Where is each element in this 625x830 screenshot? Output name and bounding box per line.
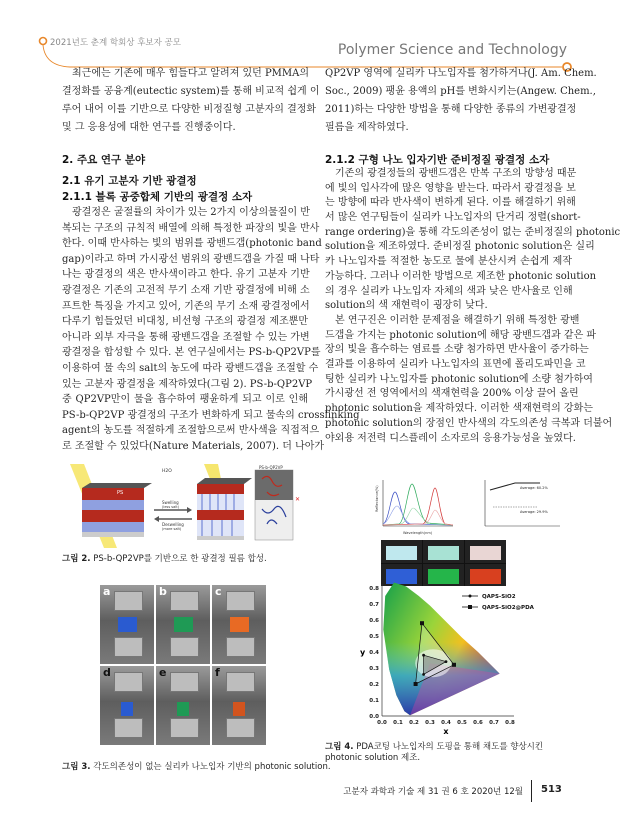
text-line: 결정화를 공융계(eutectic system)를 통해 비교적 쉽게 이 [62, 86, 320, 97]
h2o-label: H2O [162, 469, 172, 474]
panel-letter: b [159, 585, 167, 598]
vial-solution [428, 569, 459, 584]
figure-4-text: PDA코팅 나노입자의 도핑을 통해 채도를 향상시킨 photonic solution 제조. [325, 742, 544, 763]
x-tick-label: 0.7 [489, 720, 499, 726]
x-tick-label: 0.2 [409, 720, 419, 726]
text-line: 나는 광결정의 색은 반사색이라고 한다. 유기 고분자 기반 [62, 269, 310, 281]
text-line: QP2VP 영역에 실리카 나노입자를 첨가하거나(J. Am. Chem. [325, 68, 597, 79]
cie-chromaticity-chart [330, 588, 570, 738]
deswelling-label: Deswelling [162, 522, 184, 527]
binder-clip [226, 672, 255, 691]
legend-marker [469, 595, 472, 598]
right-body-1 [325, 167, 621, 314]
figure-2-schematic [62, 464, 308, 548]
binder-clip [114, 672, 143, 691]
figure-2-caption [62, 552, 267, 564]
vial-photo [423, 540, 464, 563]
section-heading-2-1-1: 2.1.1 블록 공중합체 기반의 광결정 소자 [62, 191, 253, 203]
text-line: 있는 고분자 광결정을 제작하였다(그림 2). PS-b-QP2VP [62, 378, 313, 390]
panel-letter: a [103, 585, 111, 598]
figure-3-text: 각도의존성이 없는 실리카 나노입자 기반의 photonic solution. [93, 762, 331, 772]
vial-solution [428, 546, 459, 561]
y-tick-label: 0.4 [369, 650, 379, 656]
photo-panel-f [212, 666, 266, 745]
average-high-label: Average: 60.2% [520, 486, 548, 490]
vial-photo [423, 564, 464, 587]
y-tick-label: 0.3 [369, 666, 379, 672]
text-line: 다루기 힘들었던 비대칭, 비선형 구조의 광결정 제조뿐만 [62, 316, 308, 328]
photo-panel-b [156, 585, 210, 664]
vial-solution [470, 546, 501, 561]
text-line: 한다. 이때 반사하는 빛의 범위를 광밴드갭(photonic band [62, 238, 322, 250]
sample-color-swatch [174, 617, 192, 633]
left-intro [62, 65, 320, 137]
panel-letter: c [215, 585, 222, 598]
text-line: gap)이라고 하며 가시광선 범위의 광밴드갭을 가질 때 나타 [62, 253, 320, 265]
binder-clip [170, 591, 199, 610]
photo-panel-a [100, 585, 154, 664]
reflectance-spectra-plot [375, 480, 453, 535]
x-tick-label: 0.5 [457, 720, 467, 726]
text-line: 는 방향에 따라 반사색이 변하게 된다. 이를 해결하기 위해 [325, 197, 576, 209]
y-tick-label: 0.2 [369, 682, 379, 688]
photo-panel-c [212, 585, 266, 664]
footer-journal-issue: 고분자 과학과 기술 제 31 권 6 호 2020년 12월 [343, 787, 523, 797]
binder-clip [226, 718, 255, 737]
spectra-ylabel: Reflectance(%) [375, 485, 379, 512]
sample-color-swatch [177, 702, 190, 716]
text-line: 이용하여 물 속의 salt의 농도에 따라 광밴드갭을 조절할 수 [62, 362, 319, 374]
x-tick-label: 0.4 [441, 720, 451, 726]
page-number: 513 [541, 784, 562, 795]
text-line: 아니라 외부 자극을 통해 광밴드갭을 조절할 수 있는 가변 [62, 331, 310, 343]
vial-photo [465, 564, 506, 587]
y-tick-label: 0.8 [369, 586, 379, 592]
text-line: 드갭을 가지는 photonic solution에 해당 광밴드갭과 같은 파 [325, 329, 597, 341]
y-tick-label: 0.6 [369, 618, 379, 624]
vial-solution [470, 569, 501, 584]
text-line: 필름을 제작하였다. [325, 122, 409, 133]
photo-panel-d [100, 666, 154, 745]
figure-2-label: 그림 2. [62, 554, 91, 564]
text-line: 로 조절할 수 있었다(Nature Materials, 2007). 더 나아가 [62, 440, 325, 452]
vial-photo [465, 540, 506, 563]
binder-clip [170, 718, 199, 737]
figure-3-photos [100, 585, 266, 745]
swelling-label: Swelling [162, 500, 179, 505]
sample-color-swatch [118, 617, 136, 633]
footer-divider [531, 780, 532, 802]
binder-clip [114, 637, 143, 656]
text-line: 본 연구진은 이러한 문제점을 해결하기 위해 특정한 광밴 [335, 315, 580, 326]
data-point [422, 654, 425, 657]
x-axis-label: x [443, 727, 449, 736]
text-line: 및 그 응용성에 대한 연구를 진행중이다. [62, 122, 236, 133]
y-tick-label: 0.0 [369, 714, 379, 720]
text-line: photonic solution의 장점인 반사색의 각도의존성 극복과 더불어 [325, 417, 613, 429]
legend-label: QAPS-SiO2@PDA [482, 605, 534, 611]
text-line: 에 빛의 입사각에 많은 영향을 받는다. 따라서 광결정을 보 [325, 182, 576, 194]
text-line: PS-b-QP2VP 광결정의 구조가 변화하게 되고 물속의 crosslinking [62, 409, 360, 421]
text-line: 가능하다. 그러나 이러한 방법으로 제조한 photonic solution [325, 270, 597, 282]
photo-panel-e [156, 666, 210, 745]
vial-solution [386, 569, 417, 584]
legend-marker [468, 605, 472, 609]
text-line: 장의 빛을 흡수하는 염료를 소량 첨가하면 반사율이 증가하는 [325, 344, 589, 356]
panel-letter: e [159, 666, 167, 679]
figure-4-vial-photos [381, 540, 506, 586]
text-line: range ordering)을 통해 각도의존성이 없는 준비정질의 photonic [325, 226, 621, 238]
text-line: 서 많은 연구팀들이 실리카 나노입자의 단거리 정렬(short- [325, 212, 581, 224]
text-line: 결과를 이용하여 실리카 나노입자의 표면에 폴리도파민을 코 [325, 359, 586, 371]
text-line: 카 나노입자를 적절한 농도로 물에 분산시켜 손쉽게 제작 [325, 256, 572, 268]
vial-photo [381, 564, 422, 587]
spectra-xlabel: Wavelength(nm) [403, 531, 433, 535]
text-line: 야외용 저전력 디스플레이 소자로의 응용가능성을 높였다. [325, 432, 576, 444]
average-reflectance-plot [485, 480, 560, 526]
binder-clip [114, 591, 143, 610]
swelling-sub: (less salt) [162, 505, 179, 509]
y-tick-label: 0.7 [369, 602, 379, 608]
sample-color-swatch [233, 702, 246, 716]
text-line: 프트한 특징을 가지고 있어, 기존의 무기 소재 광결정에서 [62, 300, 310, 312]
data-point [420, 621, 424, 625]
section-heading-2: 2. 주요 연구 분야 [62, 154, 146, 166]
text-line: 중 QP2VP만이 물을 흡수하여 팽윤하게 되고 이로 인해 [62, 394, 308, 406]
inset-label: PS-b-QP2VP [259, 465, 283, 470]
text-line: 팅한 실리카 나노입자를 photonic solution에 소량 첨가하여 [325, 373, 593, 385]
text-line: 기존의 광결정들의 광밴드갭은 반복 구조의 방향성 때문 [335, 168, 577, 179]
binder-clip [226, 591, 255, 610]
figure-3-label: 그림 3. [62, 762, 91, 772]
y-tick-label: 0.5 [369, 634, 379, 640]
figure-4-label: 그림 4. [325, 742, 354, 752]
text-line: solution의 색 재현력이 굉장히 낮다. [325, 300, 488, 312]
data-point [445, 660, 448, 663]
text-line: 광결정은 기존의 고전적 무기 소재 기반 광결정에 비해 소 [62, 284, 310, 296]
blocked-x-icon: ✕ [295, 496, 301, 503]
sample-color-swatch [121, 702, 134, 716]
vial-photo [381, 540, 422, 563]
text-line: 의 경우 실리카 나노입자 자체의 색과 낮은 반사율로 인해 [325, 285, 573, 297]
ps-label: PS [117, 490, 124, 496]
figure-4-caption [325, 742, 570, 764]
average-low-label: Average: 29.9% [520, 510, 548, 514]
panel-letter: f [215, 666, 220, 679]
journal-title: Polymer Science and Technology [337, 42, 567, 58]
binder-clip [170, 637, 199, 656]
text-line: Soc., 2009) 팽윤 용액의 pH를 변화시키는(Angew. Chem., [325, 86, 596, 97]
text-line: 광결정은 굴절률의 차이가 있는 2가지 이상의물질이 반 [72, 207, 310, 218]
x-tick-label: 0.6 [473, 720, 483, 726]
vial-solution [386, 546, 417, 561]
text-line: solution을 제조하였다. 준비정질 photonic solution은 실리 [325, 241, 595, 253]
right-body-2 [325, 314, 613, 446]
text-line: 최근에는 기존에 매우 힘들다고 알려져 있던 PMMA의 [72, 68, 310, 79]
text-line: agent의 농도를 적절하게 조절함으로써 반사색을 직접적으 [62, 425, 320, 437]
figure-4-plots [375, 478, 565, 536]
deswelling-sub: (more salt) [162, 527, 182, 531]
text-line: 루어 내어 이를 기반으로 다양한 비정질형 고분자의 결정화 [62, 104, 317, 115]
x-tick-label: 0.1 [393, 720, 403, 726]
binder-clip [170, 672, 199, 691]
binder-clip [226, 637, 255, 656]
section-heading-2-1: 2.1 유기 고분자 기반 광결정 [62, 175, 197, 187]
x-tick-label: 0.8 [505, 720, 515, 726]
left-body [62, 205, 360, 455]
header-event: 2021년도 춘계 학회상 후보자 공모 [50, 38, 181, 48]
section-heading-2-1-2: 2.1.2 구형 나노 입자기반 준비정질 광결정 소자 [325, 154, 550, 166]
text-line: 광결정을 합성할 수 있다. 본 연구실에서는 PS-b-QP2VP를 [62, 347, 321, 359]
text-line: 2011)하는 다양한 방법을 통해 다양한 종류의 가변광결정 [325, 104, 577, 115]
film-swollen [197, 478, 252, 540]
panel-letter: d [103, 666, 111, 679]
data-point [422, 673, 425, 676]
x-tick-label: 0.3 [425, 720, 435, 726]
y-tick-label: 0.1 [369, 698, 379, 704]
legend-label: QAPS-SiO2 [482, 594, 516, 600]
text-line: 복되는 구조의 규칙적 배열에 의해 특정한 파장의 빛을 반사 [62, 222, 320, 234]
data-point [452, 663, 456, 667]
x-tick-label: 0.0 [377, 720, 387, 726]
text-line: photonic solution을 제작하였다. 이러한 색재현력의 강화는 [325, 403, 593, 415]
y-axis-label: y [360, 648, 366, 657]
binder-clip [114, 718, 143, 737]
data-point [414, 682, 418, 686]
sample-color-swatch [230, 617, 248, 633]
right-intro [325, 65, 597, 137]
figure-2-text: PS-b-QP2VP를 기반으로 한 광결정 필름 합성. [93, 554, 267, 564]
figure-3-caption [62, 760, 331, 772]
text-line: 가시광선 전 영역에서의 색재현력을 200% 이상 끌어 올린 [325, 388, 579, 400]
